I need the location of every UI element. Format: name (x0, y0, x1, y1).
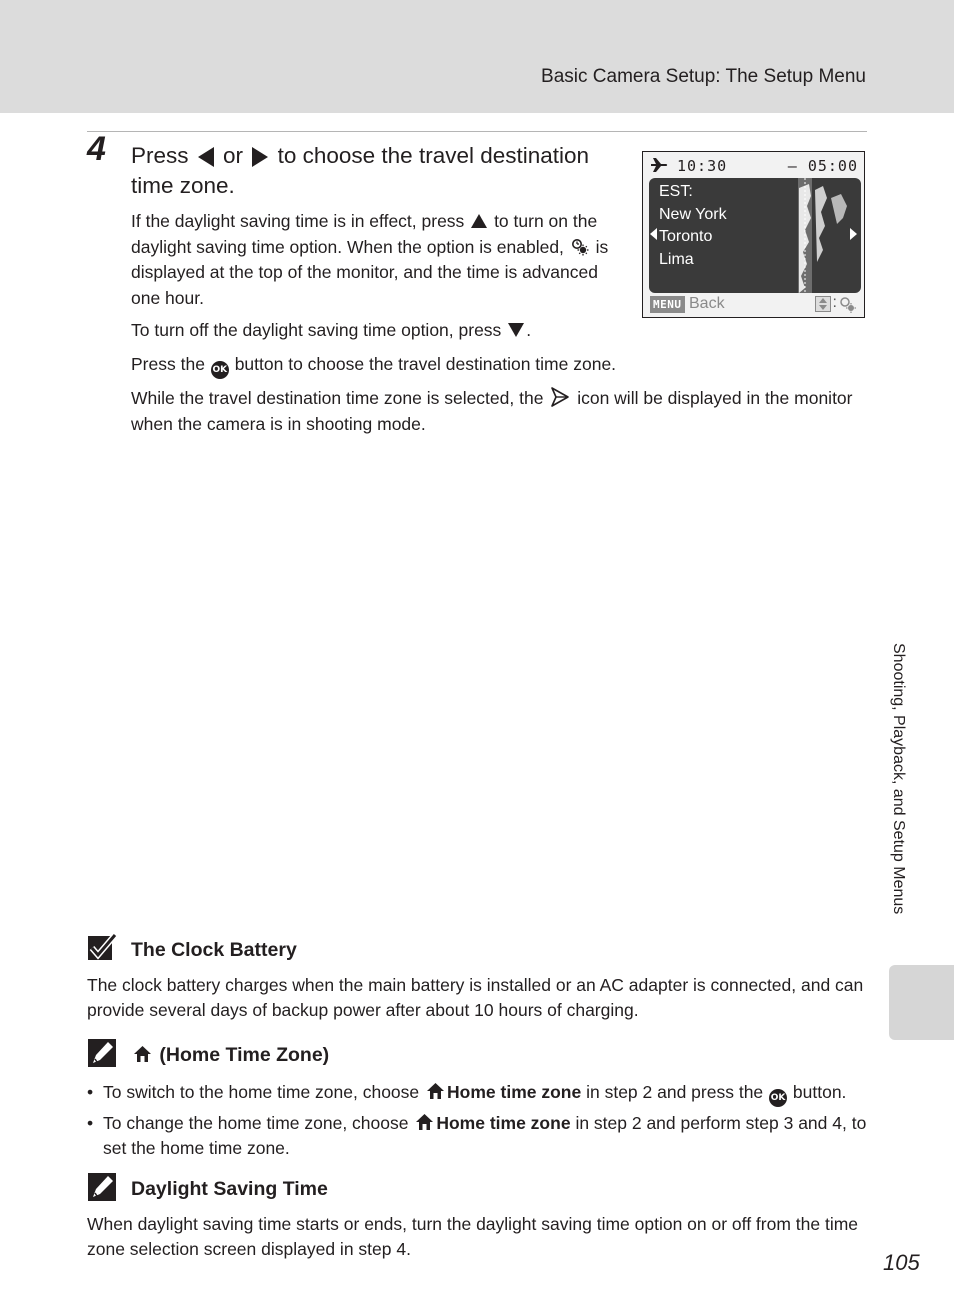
note-title-daylight-saving: Daylight Saving Time (131, 1178, 328, 1200)
note-title-clock-battery: The Clock Battery (131, 939, 297, 961)
city-list-item: New York (659, 205, 727, 223)
screen-top-bar (643, 152, 864, 178)
p4-text-a: While the travel destination time zone is selected, the (131, 388, 544, 408)
home-icon (426, 1082, 445, 1100)
screen-left-arrow-icon (650, 228, 657, 240)
camera-screen (642, 151, 865, 318)
up-down-selector-icon (815, 296, 831, 312)
side-tab-marker (889, 965, 954, 1040)
p1-text-b: to turn on the daylight saving time option. When the option is enabled, (131, 211, 598, 257)
screen-colon: : (832, 294, 837, 311)
bullet1-text-a: To switch to the home time zone, choose (103, 1082, 420, 1102)
home-icon (415, 1113, 434, 1131)
bullet2-text-b: Home time zone (436, 1113, 571, 1133)
screen-bottom-bar (649, 295, 859, 315)
p4-text-b: icon will be displayed in the monitor when the camera is in shooting mode. (131, 388, 853, 434)
bullet1-text-d: button. (792, 1082, 847, 1102)
p3-text-a: Press the (131, 354, 205, 374)
section-rule (87, 131, 867, 132)
bullet2-text-a: To change the home time zone, choose (103, 1113, 409, 1133)
p1-text-a: If the daylight saving time is in effect, press (131, 211, 465, 231)
note-text-daylight-saving: When daylight saving time starts or ends, turn the daylight saving time option on or off from the time zone selection screen displayed in step 4. (87, 1214, 859, 1259)
note-title-home-time-zone (131, 1044, 329, 1067)
side-tab-label: Shooting, Playback, and Setup Menus (890, 643, 907, 915)
left-arrow-icon (198, 147, 214, 167)
bullet2-text-c: in step 2 and perform step 3 and 4, to set the home time zone. (103, 1113, 867, 1158)
ok-button-icon: OK (211, 361, 229, 379)
step-heading-rest: to choose the travel destination time zone. (131, 143, 590, 198)
screen-right-arrow-icon (850, 228, 857, 240)
screen-time: 10:30 (677, 157, 728, 175)
step-heading (131, 141, 621, 201)
city-list-item: EST: (659, 183, 693, 200)
right-arrow-icon (252, 147, 268, 167)
bullet1-text-b: Home time zone (447, 1082, 582, 1102)
paragraph-dst-on (131, 209, 621, 311)
paragraph-dst-off (131, 318, 861, 344)
screen-utc-offset: – 05:00 (787, 157, 858, 175)
note-text-clock-battery: The clock battery charges when the main battery is installed or an AC adapter is connected, and can provide several days of backup power after about 10 hours of charging. (87, 975, 864, 1020)
header-band (0, 0, 954, 113)
p2-text-a: To turn off the daylight saving time option, press (131, 320, 502, 340)
up-arrow-icon (471, 214, 487, 228)
step-number: 4 (87, 130, 106, 168)
p3-text-b: button to choose the travel destination time zone. (234, 354, 617, 374)
pencil-note-icon (87, 1038, 117, 1068)
airplane-icon (650, 156, 668, 174)
pencil-note-icon (87, 1172, 117, 1202)
p2-text-b: . (526, 320, 532, 340)
screen-daylight-saving-icon (839, 296, 857, 314)
down-arrow-icon (508, 323, 524, 337)
screen-back-label: Back (689, 295, 725, 312)
daylight-saving-icon (571, 238, 589, 256)
step-heading-or: or (223, 143, 244, 168)
paragraph-press-ok (131, 352, 861, 379)
page-header-title: Basic Camera Setup: The Setup Menu (541, 66, 866, 87)
menu-badge: MENU (650, 296, 685, 313)
world-map (649, 178, 861, 293)
paragraph-travel-icon (131, 386, 861, 437)
travel-destination-icon (549, 386, 571, 408)
step-heading-press: Press (131, 143, 189, 168)
home-icon (133, 1045, 152, 1063)
checkmark-note-icon (87, 933, 117, 963)
ok-button-icon: OK (769, 1089, 787, 1107)
city-list-item: Lima (659, 250, 694, 268)
list-item (87, 1111, 877, 1160)
p1-text-c: is displayed at the top of the monitor, and the time is advanced one hour. (131, 236, 609, 308)
city-list (659, 181, 727, 271)
home-time-zone-list (87, 1080, 877, 1164)
city-list-item: Toronto (659, 228, 713, 245)
bullet1-text-c: in step 2 and press the (586, 1082, 764, 1102)
home-time-zone-title-text: (Home Time Zone) (159, 1044, 330, 1066)
list-item (87, 1080, 877, 1107)
page-number: 105 (883, 1250, 920, 1275)
